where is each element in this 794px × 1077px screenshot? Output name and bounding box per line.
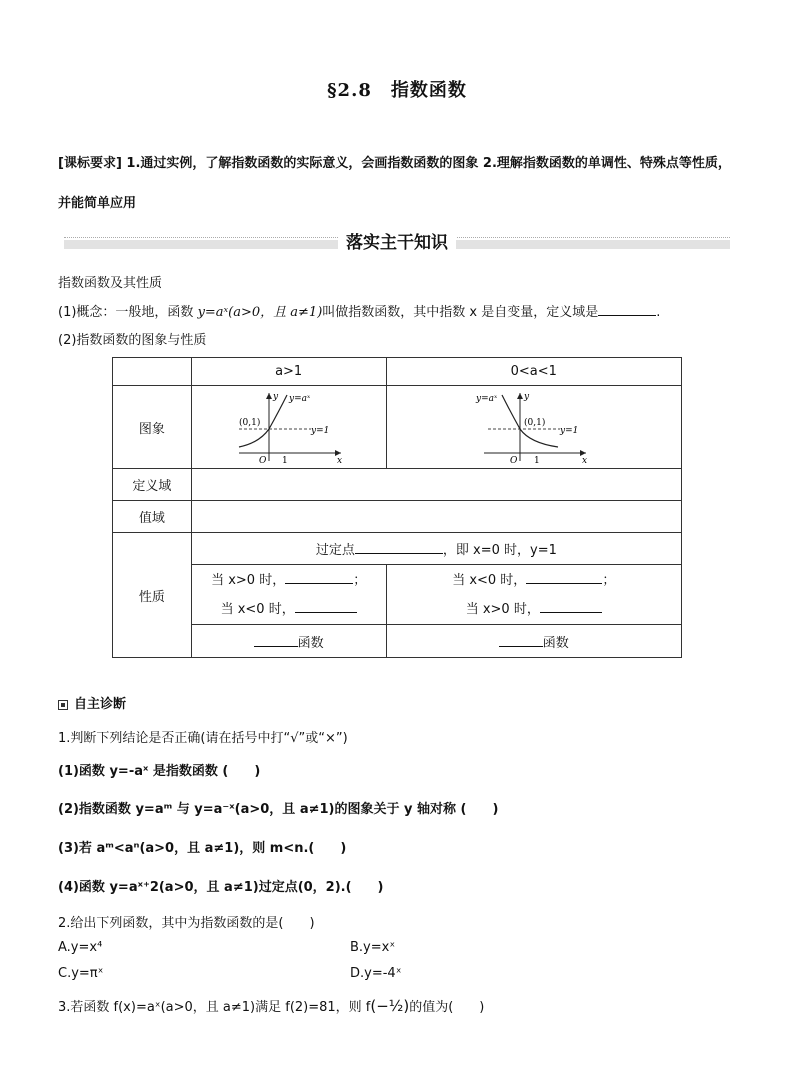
right-line2-blank[interactable] (540, 598, 602, 613)
properties-table (112, 357, 682, 658)
left-line2-blank[interactable] (295, 598, 357, 613)
axis-y-label: y (272, 392, 278, 402)
curve-label: y=aˣ (288, 394, 310, 404)
requirements-text: 1.通过实例，了解指数函数的实际意义，会画指数函数的图象 2.理解指数函数的单调性、特殊点等性质，并能简单应用 (58, 156, 731, 211)
question-1-2: (2)指数函数 y=aᵐ 与 y=a⁻ˣ(a>0，且 a≠1)的图象关于 y 轴对称 ( ) (58, 802, 499, 817)
option-a: A.y=x⁴ (58, 940, 103, 955)
row-label-range: 值域 (113, 501, 192, 533)
fixed-point-cell (191, 533, 681, 565)
axis-x-label: x (581, 456, 587, 465)
requirements-tag: [课标要求] (58, 156, 122, 171)
section-square-icon (58, 700, 68, 710)
concept-line (58, 301, 660, 320)
left-line2-label: 当 x<0 时， (220, 601, 295, 617)
right-func-suffix: 函数 (542, 635, 569, 651)
row-label-domain: 定义域 (113, 469, 192, 501)
left-line1-end: ； (353, 572, 367, 588)
right-value-cell (386, 565, 681, 625)
fixed-point-label: (0,1) (523, 418, 546, 428)
curve-label: y=aˣ (475, 394, 497, 404)
page-title: §2.8 指数函数 (327, 80, 467, 101)
question-1-1: (1)函数 y=-aˣ 是指数函数 ( ) (58, 764, 261, 779)
fixed-point-suffix: ，即 x=0 时，y=1 (442, 543, 557, 558)
q3-suffix: 的值为( ) (409, 1000, 485, 1015)
concept-end: . (656, 305, 661, 320)
fixed-point-label: (0,1) (238, 418, 260, 428)
concept-formula: y=aˣ(a>0，且 a≠1) (197, 305, 323, 320)
right-line1-end: ； (602, 572, 616, 588)
axis-x-label: x (336, 456, 342, 465)
question-2: 2.给出下列函数，其中为指数函数的是( ) (58, 916, 315, 931)
origin-label: O (509, 456, 518, 465)
left-line1-label: 当 x>0 时， (211, 572, 286, 588)
option-c: C.y=πˣ (58, 966, 104, 981)
concept-suffix: 叫做指数函数，其中指数 x 是自变量，定义域是 (322, 305, 599, 320)
increasing-exp-graph (229, 389, 349, 465)
right-line1-label: 当 x<0 时， (452, 572, 527, 588)
header-a-between-0-1: 0<a<1 (386, 358, 681, 386)
diagnosis-title: 自主诊断 (74, 697, 127, 712)
concept-prefix: (1)概念：一般地，函数 (58, 305, 198, 320)
left-func-suffix: 函数 (297, 635, 324, 651)
right-line1-blank[interactable] (526, 569, 602, 584)
left-monotonic-cell (191, 625, 386, 658)
graph-props-title: (2)指数函数的图象与性质 (58, 333, 207, 348)
graph-cell-decreasing (386, 386, 681, 469)
table-corner (113, 358, 192, 386)
domain-blank[interactable] (598, 301, 656, 316)
range-answer-cell[interactable] (191, 501, 681, 533)
tick-one-label: 1 (281, 456, 288, 465)
hline-label: y=1 (310, 426, 330, 436)
left-monotonic-blank[interactable] (254, 632, 298, 647)
diagnosis-heading (58, 693, 126, 712)
section-banner (64, 228, 730, 254)
domain-answer-cell[interactable] (191, 469, 681, 501)
tick-one-label: 1 (533, 456, 540, 465)
question-1-3: (3)若 aᵐ<aⁿ(a>0，且 a≠1)，则 m<n.( ) (58, 841, 347, 856)
course-requirements (58, 144, 738, 224)
fixed-point-prefix: 过定点 (315, 543, 355, 558)
banner-label: 落实主干知识 (338, 233, 456, 253)
header-a-greater-1: a>1 (191, 358, 386, 386)
decreasing-exp-graph (474, 389, 594, 465)
right-monotonic-cell (386, 625, 681, 658)
left-value-cell (191, 565, 386, 625)
question-1: 1.判断下列结论是否正确(请在括号中打“√”或“×”) (58, 731, 348, 746)
row-label-graph: 图象 (113, 386, 192, 469)
q3-prefix: 3.若函数 f(x)=aˣ(a>0，且 a≠1)满足 f(2)=81，则 f (58, 1000, 371, 1015)
right-line2-label: 当 x>0 时， (465, 601, 540, 617)
q3-argument: (−½) (370, 997, 410, 1015)
origin-label: O (258, 456, 267, 465)
left-line1-blank[interactable] (285, 569, 353, 584)
graph-cell-increasing (191, 386, 386, 469)
question-3 (58, 996, 484, 1015)
section1-title: 指数函数及其性质 (58, 276, 163, 291)
hline-label: y=1 (559, 426, 579, 436)
question-1-4: (4)函数 y=aˣ⁺2(a>0，且 a≠1)过定点(0，2).( ) (58, 880, 384, 895)
fixed-point-blank[interactable] (355, 539, 443, 554)
option-d: D.y=-4ˣ (350, 966, 402, 981)
row-label-props: 性质 (113, 533, 192, 658)
right-monotonic-blank[interactable] (499, 632, 543, 647)
option-b: B.y=xˣ (350, 940, 396, 955)
axis-y-label: y (523, 392, 529, 402)
